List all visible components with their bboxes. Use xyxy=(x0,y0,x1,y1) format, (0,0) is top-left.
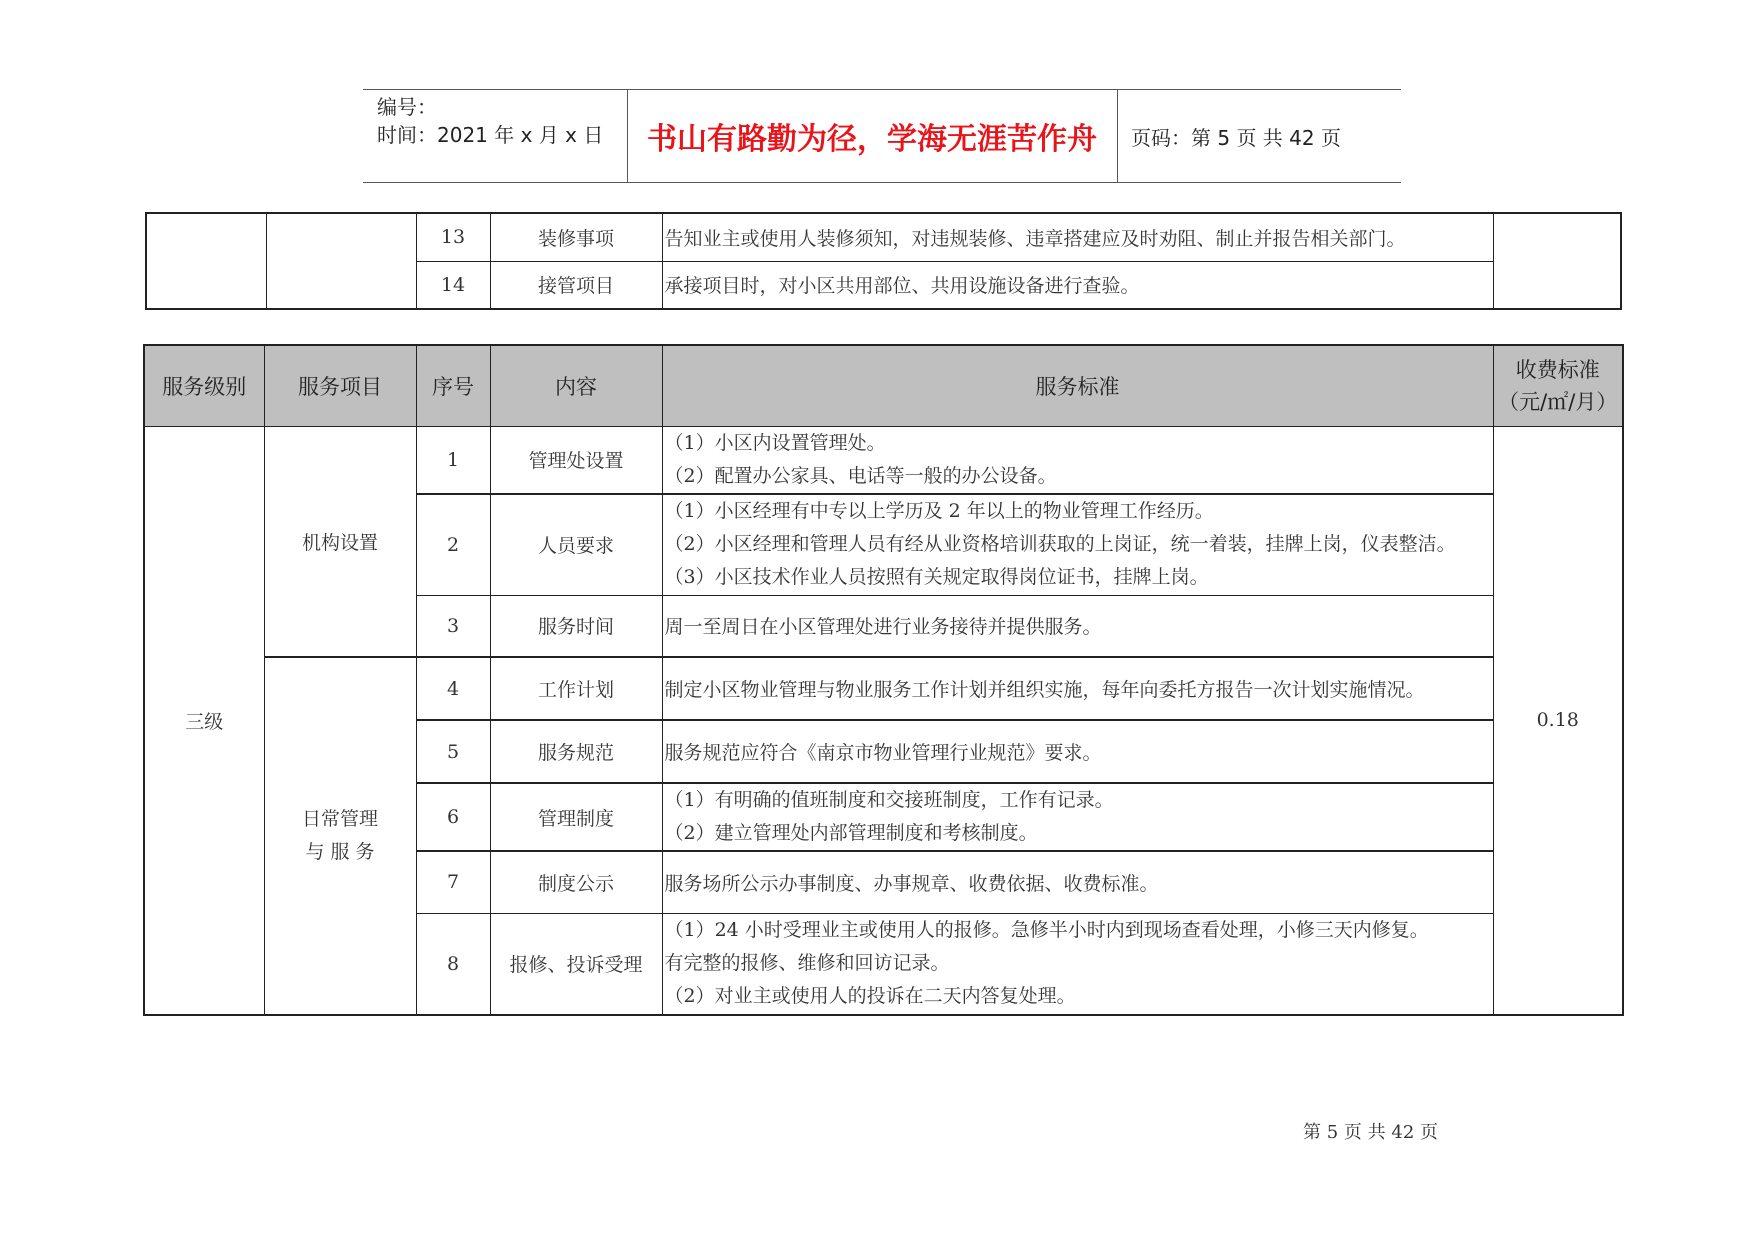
service-standard-table xyxy=(143,344,1624,1016)
time-label: 时间：2021 年 x 月 x 日 xyxy=(377,123,604,147)
row-standard: 告知业主或使用人装修须知，对违规装修、违章搭建应及时劝阻、制止并报告相关部门。 xyxy=(662,213,1493,261)
service-project-group xyxy=(264,657,416,1015)
standard-line: （1）小区内设置管理处。 xyxy=(664,431,886,454)
header-level: 服务级别 xyxy=(144,345,264,426)
row-content: 报修、投诉受理 xyxy=(490,913,662,1015)
page-header xyxy=(363,89,1401,183)
standard-line: （1）有明确的值班制度和交接班制度，工作有记录。 xyxy=(664,789,1114,811)
row-standard xyxy=(662,913,1493,1015)
standard-line: 有完整的报修、维修和回访记录。 xyxy=(664,952,950,975)
fee-value: 0.18 xyxy=(1493,426,1623,1015)
row-number: 5 xyxy=(416,720,490,783)
level-cell xyxy=(146,213,266,309)
header-content: 内容 xyxy=(490,345,662,426)
row-standard xyxy=(662,494,1493,595)
row-content: 工作计划 xyxy=(490,657,662,720)
row-number: 14 xyxy=(416,261,490,309)
row-content: 管理制度 xyxy=(490,783,662,851)
row-content: 服务规范 xyxy=(490,720,662,783)
row-standard: 服务场所公示办事制度、办事规章、收费依据、收费标准。 xyxy=(662,851,1493,913)
page-footer: 第 5 页 共 42 页 xyxy=(1303,1122,1438,1143)
row-standard: 承接项目时，对小区共用部位、共用设施设备进行查验。 xyxy=(662,261,1493,309)
fee-cell xyxy=(1493,213,1621,309)
header-number: 序号 xyxy=(416,345,490,426)
row-content: 制度公示 xyxy=(490,851,662,913)
group-name-line: 与 服 务 xyxy=(305,841,375,863)
standard-line: （2）建立管理处内部管理制度和考核制度。 xyxy=(664,822,1038,844)
standard-line: （2）小区经理和管理人员有经从业资格培训获取的上岗证，统一着装，挂牌上岗，仪表整洁。 xyxy=(664,533,1456,556)
header-meta xyxy=(377,93,603,149)
row-standard: 制定小区物业管理与物业服务工作计划并组织实施，每年向委托方报告一次计划实施情况。 xyxy=(662,657,1493,720)
row-content: 管理处设置 xyxy=(490,426,662,494)
row-content: 接管项目 xyxy=(490,261,662,309)
service-project-group: 机构设置 xyxy=(264,426,416,657)
row-standard: 服务规范应符合《南京市物业管理行业规范》要求。 xyxy=(662,720,1493,783)
header-page-info: 页码：第 5 页 共 42 页 xyxy=(1131,125,1341,150)
table-row xyxy=(144,657,1623,720)
header-standard: 服务标准 xyxy=(662,345,1493,426)
row-number: 2 xyxy=(416,494,490,595)
table-row xyxy=(146,213,1621,261)
row-number: 13 xyxy=(416,213,490,261)
number-label: 编号： xyxy=(377,95,437,119)
header-divider xyxy=(1117,89,1118,183)
row-content: 人员要求 xyxy=(490,494,662,595)
table-row xyxy=(144,426,1623,494)
continuation-table xyxy=(145,212,1622,310)
row-standard xyxy=(662,426,1493,494)
header-project: 服务项目 xyxy=(264,345,416,426)
row-number: 4 xyxy=(416,657,490,720)
row-standard xyxy=(662,783,1493,851)
row-content: 装修事项 xyxy=(490,213,662,261)
standard-line: （1）小区经理有中专以上学历及 2 年以上的物业管理工作经历。 xyxy=(664,500,1214,523)
standard-line: （2）对业主或使用人的投诉在二天内答复处理。 xyxy=(664,985,1076,1008)
row-number: 3 xyxy=(416,595,490,657)
header-motto: 书山有路勤为径，学海无涯苦作舟 xyxy=(647,122,1097,157)
standard-line: （1）24 小时受理业主或使用人的报修。急修半小时内到现场查看处理，小修三天内修复。 xyxy=(664,919,1429,942)
row-standard: 周一至周日在小区管理处进行业务接待并提供服务。 xyxy=(662,595,1493,657)
header-fee xyxy=(1493,345,1623,426)
service-level: 三级 xyxy=(144,426,264,1015)
group-name-line: 日常管理 xyxy=(301,808,378,830)
row-number: 8 xyxy=(416,913,490,1015)
table-header-row xyxy=(144,345,1623,426)
header-fee-title: 收费标准 xyxy=(1515,357,1600,382)
project-cell xyxy=(266,213,416,309)
row-number: 7 xyxy=(416,851,490,913)
standard-line: （2）配置办公家具、电话等一般的办公设备。 xyxy=(664,464,1057,487)
row-content: 服务时间 xyxy=(490,595,662,657)
header-fee-unit: （元/㎡/月） xyxy=(1498,389,1618,414)
row-number: 1 xyxy=(416,426,490,494)
standard-line: （3）小区技术作业人员按照有关规定取得岗位证书，挂牌上岗。 xyxy=(664,566,1209,589)
row-number: 6 xyxy=(416,783,490,851)
